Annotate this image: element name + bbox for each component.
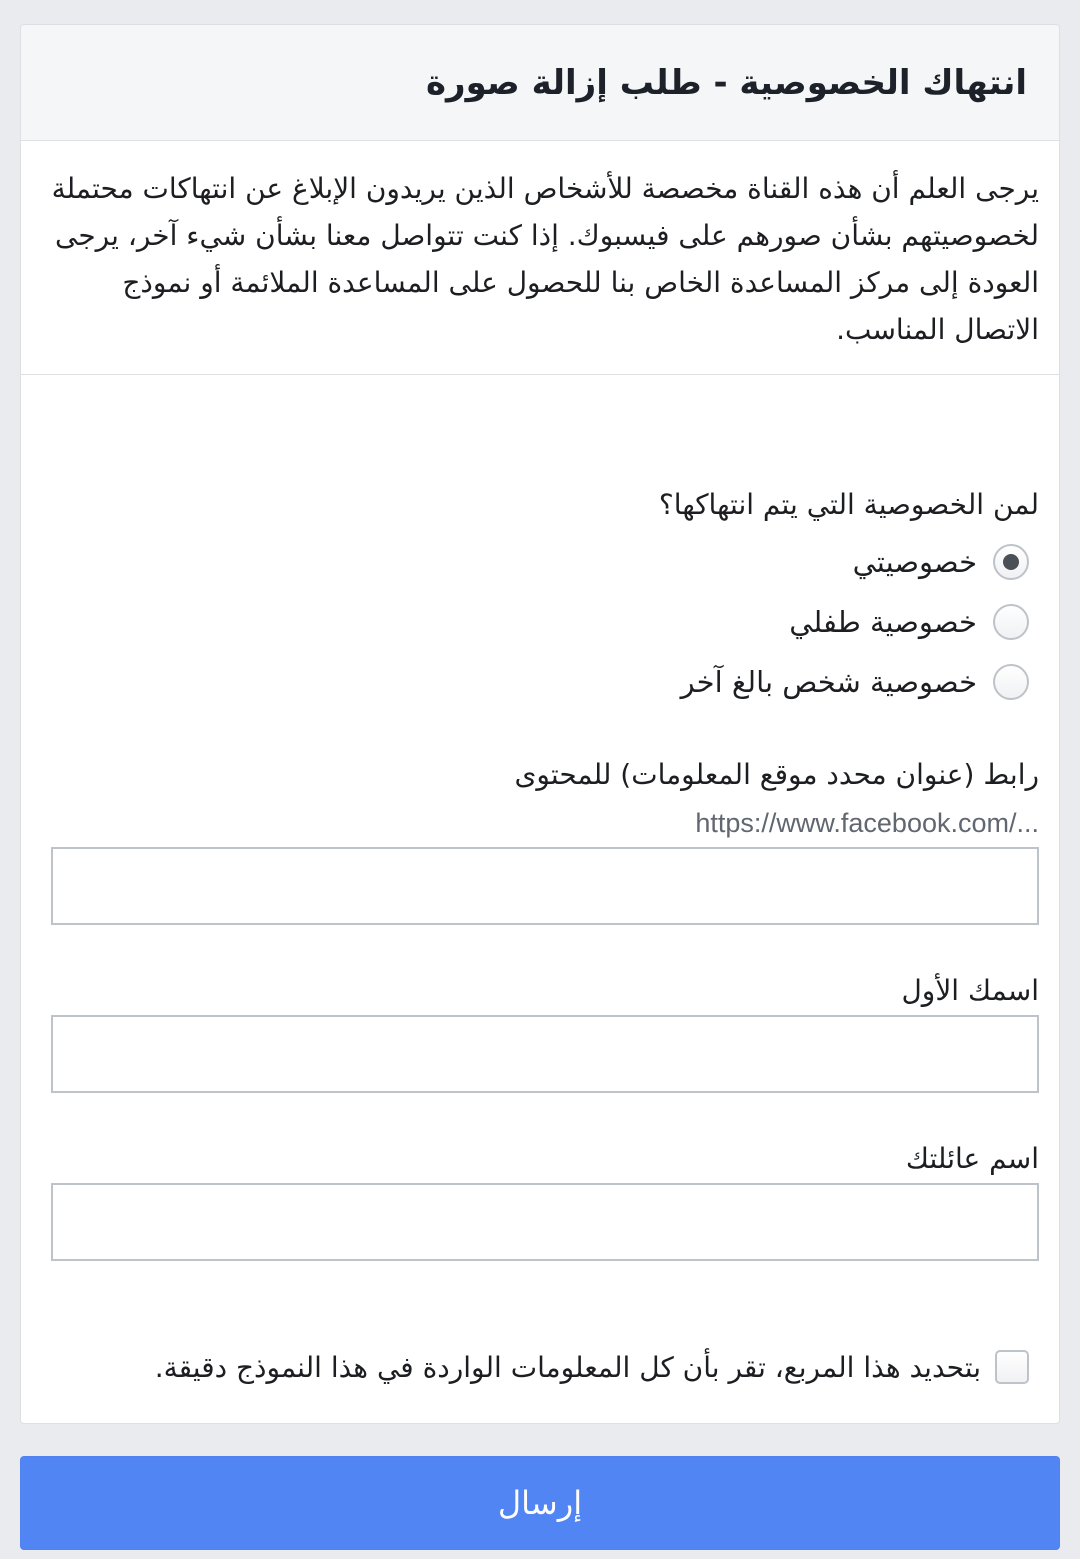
radio-button[interactable] [993,664,1029,700]
radio-button-selected[interactable] [993,544,1029,580]
first-name-input[interactable] [51,1015,1039,1093]
submit-button[interactable]: إرسال [20,1456,1060,1550]
option-other-adult-privacy[interactable] [61,657,1029,707]
url-field-label: رابط (عنوان محدد موقع المعلومات) للمحتوى [514,758,1039,791]
last-name-input[interactable] [51,1183,1039,1261]
intro-text: يرجى العلم أن هذه القناة مخصصة للأشخاص الذين يريدون الإبلاغ عن انتهاكات محتملة لخصوصيتهم بشأن صورهم على فيسبوك. إذا كنت تتواصل معنا بشأن شيء آخر، يرجى العودة إلى مركز المساعدة الخاص بنا للحصول على المساعدة الملائمة أو نموذج الاتصال المناسب. [51,172,1039,346]
privacy-question: لمن الخصوصية التي يتم انتهاكها؟ [658,488,1039,521]
option-label: خصوصيتي [852,545,977,579]
first-name-label: اسمك الأول [901,974,1039,1007]
report-form-card [20,24,1060,1424]
accuracy-confirmation[interactable] [51,1350,1029,1384]
radio-button[interactable] [993,604,1029,640]
url-input[interactable] [51,847,1039,925]
radio-dot-icon [1003,554,1019,570]
url-field-hint: https://www.facebook.com/... [695,808,1039,838]
last-name-label: اسم عائلتك [905,1142,1039,1175]
option-my-privacy[interactable] [61,537,1029,587]
option-label: خصوصية شخص بالغ آخر [680,665,977,699]
option-child-privacy[interactable] [61,597,1029,647]
card-header [21,25,1059,141]
intro-section [21,141,1059,375]
option-label: خصوصية طفلي [789,605,977,639]
page-title: انتهاك الخصوصية - طلب إزالة صورة [425,62,1027,103]
confirm-checkbox[interactable] [995,1350,1029,1384]
confirm-label: بتحديد هذا المربع، تقر بأن كل المعلومات الواردة في هذا النموذج دقيقة. [154,1350,981,1384]
